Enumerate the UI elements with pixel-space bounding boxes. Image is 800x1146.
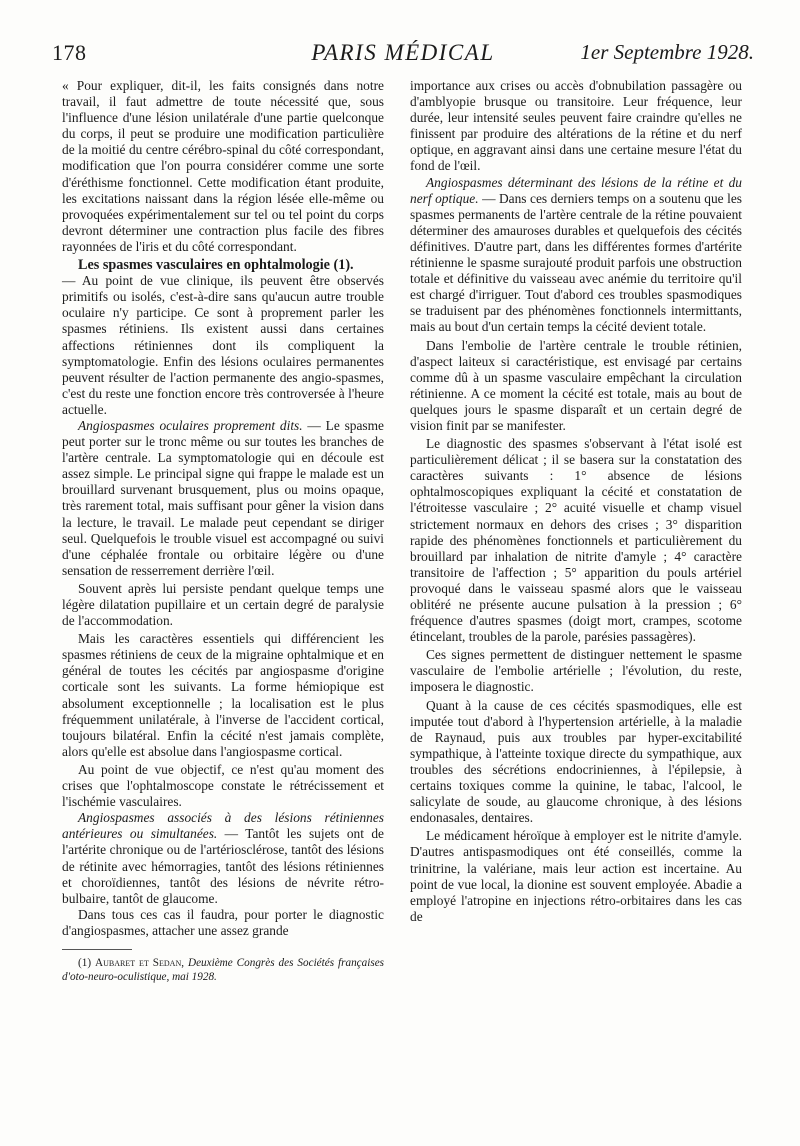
left-column [62,78,384,984]
paragraph: Ces signes permettent de distinguer nettement le spasme vasculaire de l'embolie artérielle ; l'évolution, du reste, imposera le diagnostic. [410,647,742,695]
paragraph: Le médicament héroïque à employer est le nitrite d'amyle. D'autres antispasmodiques ont été conseillés, comme la trinitrine, la valériane, mais leur action est incertaine. Au point de vue local, la dionine est souvent employée. Abadie a employé l'atropine en injections rétro-orbitaires dans les cas de [410,828,742,924]
footnote-divider [62,949,132,950]
right-column [410,78,742,925]
page-number: 178 [52,40,87,65]
paragraph-text: — Tantôt les sujets ont de l'artérite chronique ou de l'artériosclérose, tantôt des lésions de rétinite avec hémorragies, tantôt des lésions rétiniennes et choroïdiennes, tantôt des lésions de névrite rétro-bulbaire, tantôt de glaucome. [62,826,385,906]
footnote-text: Deuxième Congrès des Sociétés françaises d'oto-neuro-oculistique, mai 1928. [62,956,385,983]
paragraph: Le diagnostic des spasmes s'observant à l'état isolé est particulièrement délicat ; il se basera sur la constatation des caractères suivants : 1° absence de lésions ophtalmoscopiques expliquant la cécité et constatation de l'étroitesse vasculaire ; 2° acuité visuelle et champ visuel strictement normaux en dehors des crises ; 3° disparition rapide des phénomènes fonctionnels et particulièrement du brouillard par inhalation de nitrite d'amyle ; 4° caractère transitoire de l'affection ; 5° apparition du pouls artériel provoqué dans le vaisseau spasmé alors que le vaisseau oblitéré ne présente aucune pulsation à la pression ; 6° fréquence d'autres spasmes (doigt mort, crampes, scotome étincelant, troubles de la parole, parésies passagères). [410,436,742,645]
paragraph [62,810,384,907]
paragraph-text: — Dans ces derniers temps on a soutenu que les spasmes permanents de l'artère centrale de la rétine pouvaient déterminer des amauroses durables et quelquefois des cécités définitives. D'autre part, dans les différentes formes d'artérite rétinienne le spasme surajouté produit parfois une obstruction totale et définitive du vaisseau avec anémie du territoire qu'il est chargé d'irriguer. Tout d'abord ces troubles spasmodiques se traduisent par des phénomènes fonctionnels intermittants, mais au bout d'un certain temps la cécité devient totale. [410,190,742,335]
paragraph: Dans tous ces cas il faudra, pour porter le diagnostic d'angiospasmes, attacher une assez grande [62,906,384,938]
issue-date: 1er Septembre 1928. [580,40,754,64]
paragraph: Quant à la cause de ces cécités spasmodiques, elle est imputée tout d'abord à l'hypertension artérielle, à la maladie de Raynaud, puis aux troubles par hyper-excitabilité sympathique, à l'atteinte toxique directe du sympathique, aux troubles des sécrétions endocriniennes, à l'épilepsie, à certains toxiques comme la quinine, le tabac, l'alcool, le salicylate de soude, au glaucome chronique, à des lésions endonasales, dentaires. [410,697,742,826]
paragraph: — Au point de vue clinique, ils peuvent être observés primitifs ou isolés, c'est-à-dire sans qu'aucun autre trouble oculaire n'y participe. Ce sont à proprement parler les spasmes rétiniens. Ils existent aussi dans certaines affections rétiniennes dont ils compliquent la symptomatologie. Enfin des lésions oculaires permanentes peuvent résulter de l'action permanente des angio-spasmes, c'est du reste une fonction encore très controversée à l'heure actuelle. [62,273,384,417]
subsection-title: Angiospasmes associés à des lésions rétiniennes antérieures ou simultanées. [62,810,384,842]
paragraph: Au point de vue objectif, ce n'est qu'au moment des crises que l'ophtalmoscope constate le rétrécissement et l'ischémie vasculaires. [62,761,384,810]
paragraph: Souvent après lui persiste pendant quelque temps une légère dilatation pupillaire et un certain degré de paralysie de l'accommodation. [62,580,384,629]
section-heading: Les spasmes vasculaires en ophtalmologie (1). [78,257,354,274]
subsection-title: Angiospasmes oculaires proprement dits. [78,417,303,433]
paragraph [62,257,384,273]
paragraph: Dans l'embolie de l'artère centrale le trouble rétinien, d'aspect laiteux si caractéristique, est envisagé par certains comme dû à un spasme vasculaire empêchant la circulation rétinienne. A ce moment la cécité est totale, mais au bout de quelques jours le spasme disparaît et un certain degré de vision finit par se manifester. [410,337,742,433]
paragraph-text: — Le spasme peut porter sur le tronc même ou sur toutes les branches de l'artère centrale. La symptomatologie qui en découle est assez simple. Le principal signe qui frappe le malade est un brouillard survenant brusquement, plus ou moins opaque, très rarement total, mais suffisant pour gêner la vision dans la lecture, le travail. Le malade peut cependant se diriger seul. Quelquefois le trouble visuel est accompagné ou suivi d'une céphalée frontale ou orbitaire légère ou d'une sensation de resserrement derrière l'œil. [62,417,384,578]
paragraph: Mais les caractères essentiels qui différencient les spasmes rétiniens de ceux de la migraine ophtalmique et en général de toutes les cécités par angiospasme d'origine corticale sont les suivants. La forme hémiopique est absolument exceptionnelle ; la localisation est le plus fréquemment unilatérale, à l'inverse de l'accident cortical, toujours bilatéral. Enfin la cécité n'est jamais complète, alors qu'elle est absolue dans l'angiospasme cortical. [62,631,384,759]
paragraph: importance aux crises ou accès d'obnubilation passagère ou d'amblyopie brusque ou transitoire. Leur fréquence, leur durée, leur intensité seules peuvent faire craindre qu'elles ne finissent par produire des altérations de la rétine et du nerf optique, en aggravant ainsi dans une certaine mesure l'état du fond de l'œil. [410,78,742,174]
footnote [62,956,384,984]
paragraph: « Pour expliquer, dit-il, les faits consignés dans notre travail, il faut admettre de toute nécessité que, sous l'influence d'une lésion unilatérale d'une partie quelconque du corps, il peut se produire une modification particulière de la moitié du centre cérébro-spinal du côté correspondant, modification que l'on pourra considérer comme une sorte d'éréthisme fonctionnel. Cette modification étant produite, les excitations naissant dans la région lésée elle-même ou provoquées expérimentalement sur tel ou tel point du corps devront déterminer une contraction plus facile des fibres rayonnées de l'iris et du côté correspondant. [62,78,384,254]
footnote-authors: Aubaret et Sedan, [95,956,185,969]
running-head [52,40,754,74]
subsection-title: Angiospasmes déterminant des lésions de la rétine et du nerf optique. [410,174,742,206]
footnote-marker: (1) [78,956,92,969]
paragraph [410,175,742,336]
paragraph [62,418,384,579]
journal-title: PARIS MÉDICAL [311,40,495,65]
